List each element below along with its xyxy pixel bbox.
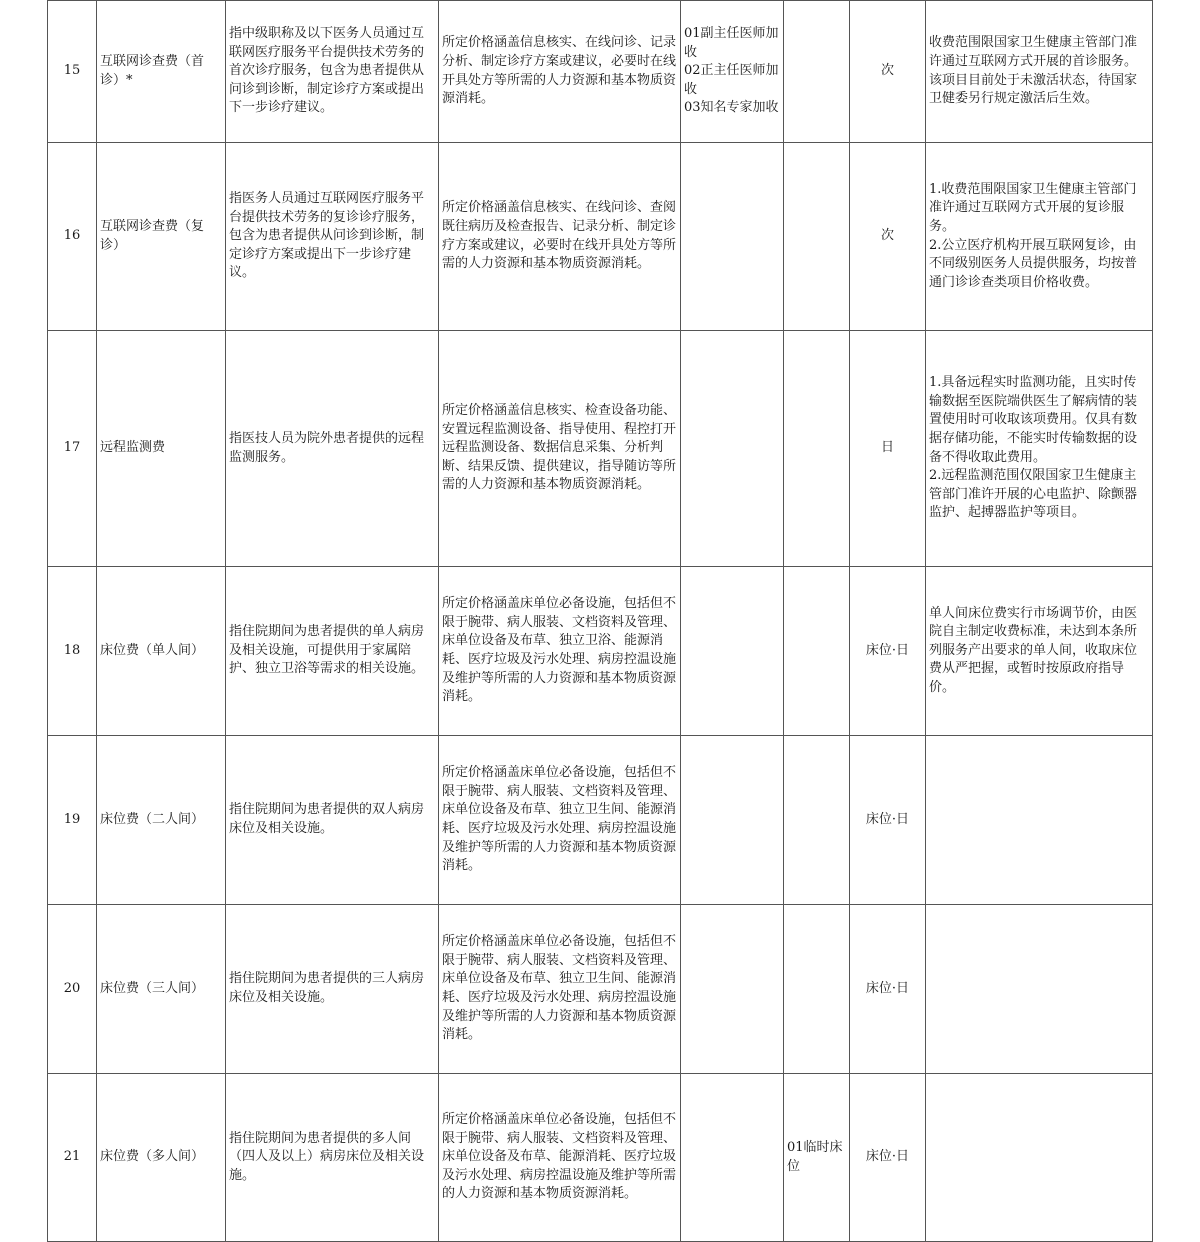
item-name: 床位费（单人间） [100,642,205,658]
item-name: 床位费（多人间） [100,1149,205,1165]
extension-items-cell [784,736,850,905]
billing-unit-cell [850,331,926,567]
value-content-cell [439,331,681,567]
extension-items-cell [784,1,850,143]
service-connotation: 指住院期间为患者提供的单人病房及相关设施，可提供用于家属陪护、独立卫浴等需求的相关设施。 [229,624,425,677]
item-number-cell [48,567,97,736]
value-content: 所定价格涵盖床单位必备设施，包括但不限于腕带、病人服装、文档资料及管理、床单位设备及布草、独立卫浴、能源消耗、医疗垃圾及污水处理、病房控温设施及维护等所需的人力资源和基本物质资源消耗。 [442,596,677,705]
billing-unit-cell [850,905,926,1074]
addon-items-cell [681,331,784,567]
item-name-cell [97,736,226,905]
value-content: 所定价格涵盖信息核实、在线问诊、查阅既往病历及检查报告、记录分析、制定诊疗方案或建议，必要时在线开具处方等所需的人力资源和基本物质资源消耗。 [442,200,677,272]
billing-unit-cell [850,736,926,905]
value-content: 所定价格涵盖信息核实、在线问诊、记录分析、制定诊疗方案或建议，必要时在线开具处方等所需的人力资源和基本物质资源消耗。 [442,35,677,107]
billing-unit: 日 [880,440,894,456]
item-number: 20 [63,980,81,996]
billing-unit-cell [850,1074,926,1242]
extension-items-cell [784,567,850,736]
table-row [48,1,1153,143]
item-name-cell [97,1074,226,1242]
notes: 收费范围限国家卫生健康主管部门准许通过互联网方式开展的首诊服务。该项目目前处于未激活状态，待国家卫健委另行规定激活后生效。 [929,35,1138,107]
service-connotation-cell [226,143,439,331]
item-name-cell [97,143,226,331]
service-connotation: 指医务人员通过互联网医疗服务平台提供技术劳务的复诊诊疗服务，包含为患者提供从问诊到诊断，制定诊疗方案或提出下一步诊疗建议。 [229,191,425,281]
item-name: 远程监测费 [100,440,166,456]
table-row [48,905,1153,1074]
service-connotation-cell [226,736,439,905]
notes-cell [926,1074,1153,1242]
extension-items-cell [784,1074,850,1242]
item-name-cell [97,331,226,567]
item-number: 18 [63,642,81,658]
item-number: 21 [63,1149,81,1165]
extension-items-cell [784,143,850,331]
service-connotation: 指住院期间为患者提供的多人间（四人及以上）病房床位及相关设施。 [229,1130,425,1183]
item-number-cell [48,736,97,905]
service-connotation-cell [226,905,439,1074]
notes: 单人间床位费实行市场调节价，由医院自主制定收费标准，未达到本条所列服务产出要求的单人间，收取床位费从严把握，或暂时按原政府指导价。 [929,605,1138,695]
service-connotation: 指中级职称及以下医务人员通过互联网医疗服务平台提供技术劳务的首次诊疗服务，包含为患者提供从问诊到诊断，制定诊疗方案或提出下一步诊疗建议。 [229,26,425,116]
table-row [48,331,1153,567]
value-content: 所定价格涵盖床单位必备设施，包括但不限于腕带、病人服装、文档资料及管理、床单位设备及布草、能源消耗、医疗垃圾及污水处理、病房控温设施及维护等所需的人力资源和基本物质资源消耗。 [442,1112,677,1202]
item-name-cell [97,905,226,1074]
addon-items-cell [681,143,784,331]
notes: 1.具备远程实时监测功能，且实时传输数据至医院端供医生了解病情的装置使用时可收取该项费用。仅具有数据存储功能，不能实时传输数据的设备不得收取此费用。 2.远程监测范围仅限国家卫生健康主管部门准许开展的心电监护、除颤器监护、起搏器监护等项目。 [929,375,1138,521]
value-content-cell [439,567,681,736]
value-content-cell [439,905,681,1074]
value-content-cell [439,736,681,905]
service-connotation: 指住院期间为患者提供的三人病房床位及相关设施。 [229,971,425,1005]
billing-unit: 床位·日 [865,980,910,996]
table-row [48,567,1153,736]
billing-unit: 床位·日 [865,1149,910,1165]
billing-unit-cell [850,567,926,736]
extension-items-cell [784,331,850,567]
item-name: 床位费（三人间） [100,980,205,996]
billing-unit-cell [850,1,926,143]
addon-items-cell [681,567,784,736]
addon-items-cell [681,736,784,905]
notes-cell [926,1,1153,143]
service-connotation: 指医技人员为院外患者提供的远程监测服务。 [229,430,425,465]
item-number: 19 [63,811,81,827]
value-content: 所定价格涵盖信息核实、检查设备功能、安置远程监测设备、指导使用、程控打开远程监测设备、数据信息采集、分析判断、结果反馈、提供建议，指导随访等所需的人力资源和基本物质资源消耗。 [442,403,677,493]
service-connotation-cell [226,331,439,567]
service-connotation-cell [226,567,439,736]
table-row [48,1074,1153,1242]
value-content: 所定价格涵盖床单位必备设施，包括但不限于腕带、病人服装、文档资料及管理、床单位设备及布草、独立卫生间、能源消耗、医疗垃圾及污水处理、病房控温设施及维护等所需的人力资源和基本物质资源消耗。 [442,765,677,874]
table-row [48,736,1153,905]
notes-cell [926,143,1153,331]
price-item-table [47,0,1153,1242]
billing-unit: 床位·日 [865,811,910,827]
item-name-cell [97,1,226,143]
table-body [48,1,1153,1242]
item-number-cell [48,905,97,1074]
item-number: 15 [63,63,81,79]
service-connotation-cell [226,1074,439,1242]
extension-items-cell [784,905,850,1074]
addon-items-cell [681,1074,784,1242]
addon-items: 01副主任医师加收 02正主任医师加收 03知名专家加收 [684,26,779,116]
value-content-cell [439,143,681,331]
item-name: 床位费（二人间） [100,811,205,827]
addon-items-cell [681,905,784,1074]
addon-items-cell [681,1,784,143]
billing-unit: 床位·日 [865,642,910,658]
notes-cell [926,331,1153,567]
value-content-cell [439,1,681,143]
notes-cell [926,736,1153,905]
notes-cell [926,567,1153,736]
table-row [48,143,1153,331]
value-content: 所定价格涵盖床单位必备设施，包括但不限于腕带、病人服装、文档资料及管理、床单位设备及布草、独立卫生间、能源消耗、医疗垃圾及污水处理、病房控温设施及维护等所需的人力资源和基本物质资源消耗。 [442,934,677,1043]
value-content-cell [439,1074,681,1242]
item-name-cell [97,567,226,736]
item-number-cell [48,1,97,143]
notes: 1.收费范围限国家卫生健康主管部门准许通过互联网方式开展的复诊服务。 2.公立医疗机构开展互联网复诊，由不同级别医务人员提供服务，均按普通门诊诊查类项目价格收费。 [929,181,1138,290]
item-number-cell [48,143,97,331]
item-name: 互联网诊查费（复诊） [100,218,205,253]
item-number: 16 [63,228,81,244]
item-name: 互联网诊查费（首诊）* [100,53,205,88]
service-connotation: 指住院期间为患者提供的双人病房床位及相关设施。 [229,802,425,836]
item-number: 17 [63,440,81,456]
billing-unit: 次 [880,228,894,244]
billing-unit-cell [850,143,926,331]
extension-items: 01临时床位 [787,1139,843,1174]
billing-unit: 次 [880,63,894,79]
notes-cell [926,905,1153,1074]
item-number-cell [48,331,97,567]
service-connotation-cell [226,1,439,143]
item-number-cell [48,1074,97,1242]
